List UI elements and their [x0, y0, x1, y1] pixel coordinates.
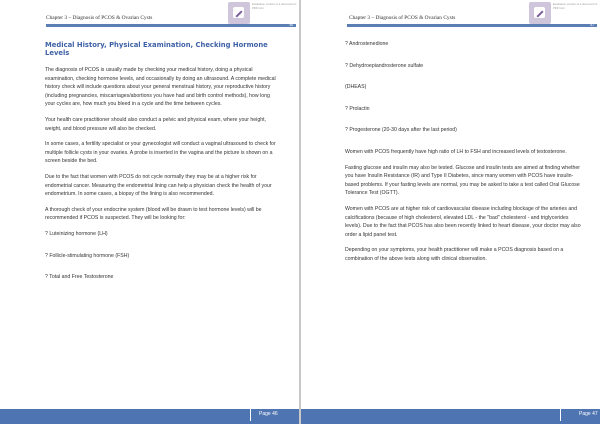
left-page [0, 0, 299, 424]
page-label: Page 46 [259, 411, 278, 417]
list-item: ? Dehydroepiandrosterone sulfate [345, 62, 424, 69]
paragraph: A thorough check of your endocrine system (blood will be drawn to test hormone levels) will be recommended if PCOS is suspected. They will be looking for: [45, 206, 262, 222]
pdf-logo-icon [529, 2, 551, 24]
list-item: (DHEAS) [345, 84, 367, 91]
paragraph: The diagnosis of PCOS is usually made by checking your medical history, doing a physical examination, checking hormone levels, and occasionally by doing an ultrasound. A complete medical history check will include questions about your general menstrual history, your reproductive history (including pregnancies, miscarriages/abortions you have had and birth control methods), how long your cycles are, how much you bleed in a cycle and the time between cycles. [45, 67, 276, 108]
footer-separator [250, 409, 251, 421]
paragraph: Your health care practitioner should also conduct a pelvic and physical exam, where your height, weight, and blood pressure will also be checked. [45, 116, 266, 132]
header-rule [347, 24, 597, 27]
header-rule [46, 24, 296, 27]
list-item: ? Luteinizing hormone (LH) [45, 230, 108, 237]
page-label: Page 47 [579, 411, 598, 417]
paragraph: Due to the fact that women with PCOS do not cycle normally they may be at a higher risk for endometrial cancer. Measuring the endometrial lining can help a physician check the health of your endometrium. In some cases, a biopsy of the lining is also recommended. [45, 173, 272, 198]
list-item: ? Prolactin [345, 105, 370, 112]
logo-text: Evaluation version of a document in PDF form [553, 2, 598, 10]
right-page [301, 0, 600, 424]
footer-separator [560, 409, 561, 421]
page-content [345, 40, 583, 271]
paragraph: Fasting glucose and insulin may also be tested. Glucose and insulin tests are aimed at finding whether you have Insulin Resistance (IR) and Type II Diabetes, since many women with PCOS have insulin-based problems. If your fasting levels are normal, you may be asked to take a test called Oral Glucose Tolerance Test (OGTT). [345, 164, 581, 197]
list-item: ? Progesterone (20-30 days after the last period) [345, 127, 457, 134]
chapter-title: Chapter 3 – Diagnosis of PCOS & Ovarian Cysts [46, 15, 153, 21]
list-item: ? Follicle-stimulating hormone (FSH) [45, 252, 130, 259]
paragraph: Women with PCOS frequently have high ratio of LH to FSH and increased levels of testosterone. [345, 148, 567, 155]
chapter-title: Chapter 3 – Diagnosis of PCOS & Ovarian Cysts [349, 15, 456, 21]
list-item: ? Androstenedione [345, 41, 389, 47]
footer-bar [0, 409, 299, 421]
header-page-number: 47 [590, 23, 594, 27]
list-item: ? Total and Free Testosterone [45, 274, 114, 281]
paragraph: Depending on your symptoms, your health practitioner will make a PCOS diagnosis based on a combination of the above tests along with clinical observation. [345, 247, 564, 262]
header-page-number: 46 [289, 23, 293, 27]
page-header [0, 0, 299, 30]
section-title: Medical History, Physical Examination, Checking Hormone Levels [45, 41, 268, 57]
logo-text: Evaluation version of a document in PDF form [252, 2, 297, 10]
paragraph: In some cases, a fertility specialist or your gynecologist will conduct a vaginal ultrasound to check for multiple follicle cysts in your ovaries. A probe is inserted in the vagina and the picture is shown on a screen beside the bed. [45, 141, 276, 165]
pdf-logo-icon [228, 2, 250, 24]
page-content [45, 41, 281, 295]
page-header [301, 0, 600, 30]
footer-bar [301, 409, 600, 421]
paragraph: Women with PCOS are at higher risk of cardiovascular disease including blockage of the arteries and calcifications (because of high cholesterol, elevated LDL - the "bad" cholesterol - and triglycerides levels). Due to the fact that PCOS has also been recently linked to heart disease, your doctor may also order a lipid panel test. [345, 205, 581, 238]
